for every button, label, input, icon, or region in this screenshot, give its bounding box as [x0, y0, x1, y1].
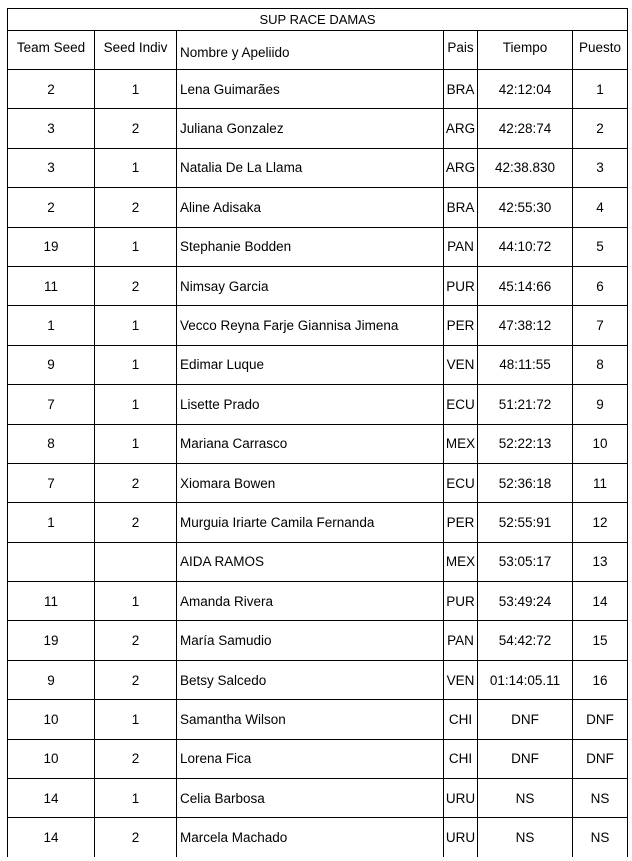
header-country: Pais [444, 31, 478, 70]
cell-time: 42:12:04 [478, 70, 573, 109]
cell-name: Marcela Machado [177, 818, 444, 857]
cell-time: 42:28:74 [478, 109, 573, 148]
cell-country: PUR [444, 266, 478, 305]
cell-name: Edimar Luque [177, 345, 444, 384]
cell-seed-indiv: 1 [95, 148, 177, 187]
cell-position: 4 [573, 188, 628, 227]
cell-seed-indiv: 2 [95, 109, 177, 148]
table-row [8, 542, 628, 581]
cell-name: Lena Guimarães [177, 70, 444, 109]
cell-position: 13 [573, 542, 628, 581]
cell-position: 16 [573, 660, 628, 699]
header-position: Puesto [573, 31, 628, 70]
cell-name: Nimsay Garcia [177, 266, 444, 305]
cell-seed-indiv: 2 [95, 188, 177, 227]
cell-time: 47:38:12 [478, 306, 573, 345]
cell-name: Vecco Reyna Farje Giannisa Jimena [177, 306, 444, 345]
header-team-seed: Team Seed [8, 31, 95, 70]
table-row [8, 739, 628, 778]
cell-country: ARG [444, 109, 478, 148]
cell-time: 51:21:72 [478, 385, 573, 424]
cell-seed-indiv: 2 [95, 739, 177, 778]
cell-seed-indiv: 1 [95, 700, 177, 739]
cell-team-seed: 9 [8, 660, 95, 699]
cell-country: PAN [444, 227, 478, 266]
cell-time: NS [478, 779, 573, 818]
cell-team-seed: 1 [8, 306, 95, 345]
cell-name: Celia Barbosa [177, 779, 444, 818]
cell-team-seed: 14 [8, 779, 95, 818]
cell-country: VEN [444, 345, 478, 384]
cell-name: Natalia De La Llama [177, 148, 444, 187]
table-row [8, 582, 628, 621]
cell-time: NS [478, 818, 573, 857]
cell-country: ECU [444, 385, 478, 424]
table-row [8, 109, 628, 148]
cell-team-seed [8, 542, 95, 581]
cell-team-seed: 19 [8, 227, 95, 266]
cell-country: CHI [444, 739, 478, 778]
cell-country: MEX [444, 542, 478, 581]
cell-position: 10 [573, 424, 628, 463]
cell-team-seed: 3 [8, 109, 95, 148]
cell-country: PER [444, 503, 478, 542]
cell-time: 52:55:91 [478, 503, 573, 542]
cell-team-seed: 11 [8, 266, 95, 305]
cell-time: 01:14:05.11 [478, 660, 573, 699]
cell-country: BRA [444, 70, 478, 109]
cell-name: Juliana Gonzalez [177, 109, 444, 148]
cell-team-seed: 3 [8, 148, 95, 187]
table-row [8, 779, 628, 818]
cell-name: Lisette Prado [177, 385, 444, 424]
cell-position: 2 [573, 109, 628, 148]
cell-team-seed: 19 [8, 621, 95, 660]
cell-seed-indiv: 2 [95, 660, 177, 699]
cell-position: 6 [573, 266, 628, 305]
cell-seed-indiv: 2 [95, 266, 177, 305]
table-row [8, 345, 628, 384]
cell-position: 9 [573, 385, 628, 424]
cell-time: 53:49:24 [478, 582, 573, 621]
cell-time: 48:11:55 [478, 345, 573, 384]
cell-position: 14 [573, 582, 628, 621]
cell-name: Samantha Wilson [177, 700, 444, 739]
cell-team-seed: 10 [8, 700, 95, 739]
cell-team-seed: 7 [8, 463, 95, 502]
cell-time: 45:14:66 [478, 266, 573, 305]
cell-seed-indiv: 1 [95, 227, 177, 266]
cell-seed-indiv: 1 [95, 345, 177, 384]
cell-position: NS [573, 779, 628, 818]
cell-seed-indiv: 2 [95, 621, 177, 660]
cell-seed-indiv: 1 [95, 70, 177, 109]
cell-seed-indiv: 2 [95, 503, 177, 542]
cell-country: PER [444, 306, 478, 345]
cell-country: PAN [444, 621, 478, 660]
cell-time: DNF [478, 739, 573, 778]
table-row [8, 621, 628, 660]
cell-name: Betsy Salcedo [177, 660, 444, 699]
cell-team-seed: 1 [8, 503, 95, 542]
results-table-body [8, 9, 628, 857]
cell-position: 12 [573, 503, 628, 542]
cell-team-seed: 7 [8, 385, 95, 424]
table-row [8, 463, 628, 502]
table-title-row [8, 9, 628, 31]
table-title: SUP RACE DAMAS [8, 9, 628, 31]
cell-time: 44:10:72 [478, 227, 573, 266]
table-header-row [8, 31, 628, 70]
cell-team-seed: 14 [8, 818, 95, 857]
table-row [8, 70, 628, 109]
table-row [8, 188, 628, 227]
cell-name: Xiomara Bowen [177, 463, 444, 502]
cell-position: 1 [573, 70, 628, 109]
cell-seed-indiv: 2 [95, 818, 177, 857]
cell-name: Stephanie Bodden [177, 227, 444, 266]
cell-time: 42:38.830 [478, 148, 573, 187]
cell-country: PUR [444, 582, 478, 621]
cell-time: 53:05:17 [478, 542, 573, 581]
cell-seed-indiv: 1 [95, 779, 177, 818]
cell-country: MEX [444, 424, 478, 463]
results-table [7, 8, 628, 857]
cell-country: VEN [444, 660, 478, 699]
cell-name: Lorena Fica [177, 739, 444, 778]
cell-country: URU [444, 779, 478, 818]
table-row [8, 148, 628, 187]
cell-name: Aline Adisaka [177, 188, 444, 227]
cell-team-seed: 2 [8, 70, 95, 109]
cell-name: Mariana Carrasco [177, 424, 444, 463]
cell-country: CHI [444, 700, 478, 739]
cell-position: 7 [573, 306, 628, 345]
cell-position: 15 [573, 621, 628, 660]
table-row [8, 503, 628, 542]
cell-seed-indiv: 1 [95, 385, 177, 424]
cell-name: María Samudio [177, 621, 444, 660]
cell-position: 8 [573, 345, 628, 384]
table-row [8, 424, 628, 463]
header-seed-indiv: Seed Indiv [95, 31, 177, 70]
cell-team-seed: 8 [8, 424, 95, 463]
table-row [8, 818, 628, 857]
cell-seed-indiv: 1 [95, 424, 177, 463]
cell-team-seed: 9 [8, 345, 95, 384]
cell-time: DNF [478, 700, 573, 739]
cell-country: URU [444, 818, 478, 857]
cell-time: 54:42:72 [478, 621, 573, 660]
cell-position: DNF [573, 700, 628, 739]
cell-position: 11 [573, 463, 628, 502]
cell-position: DNF [573, 739, 628, 778]
table-row [8, 385, 628, 424]
cell-time: 52:36:18 [478, 463, 573, 502]
cell-position: NS [573, 818, 628, 857]
cell-country: ECU [444, 463, 478, 502]
header-time: Tiempo [478, 31, 573, 70]
cell-team-seed: 10 [8, 739, 95, 778]
cell-name: Amanda Rivera [177, 582, 444, 621]
cell-time: 42:55:30 [478, 188, 573, 227]
cell-country: BRA [444, 188, 478, 227]
cell-time: 52:22:13 [478, 424, 573, 463]
table-row [8, 660, 628, 699]
table-row [8, 306, 628, 345]
table-row [8, 227, 628, 266]
cell-position: 5 [573, 227, 628, 266]
cell-seed-indiv: 2 [95, 463, 177, 502]
cell-position: 3 [573, 148, 628, 187]
cell-seed-indiv [95, 542, 177, 581]
cell-team-seed: 2 [8, 188, 95, 227]
cell-name: AIDA RAMOS [177, 542, 444, 581]
cell-seed-indiv: 1 [95, 306, 177, 345]
cell-seed-indiv: 1 [95, 582, 177, 621]
table-row [8, 700, 628, 739]
header-name: Nombre y Apeliido [177, 31, 444, 70]
cell-team-seed: 11 [8, 582, 95, 621]
cell-name: Murguia Iriarte Camila Fernanda [177, 503, 444, 542]
cell-country: ARG [444, 148, 478, 187]
table-row [8, 266, 628, 305]
